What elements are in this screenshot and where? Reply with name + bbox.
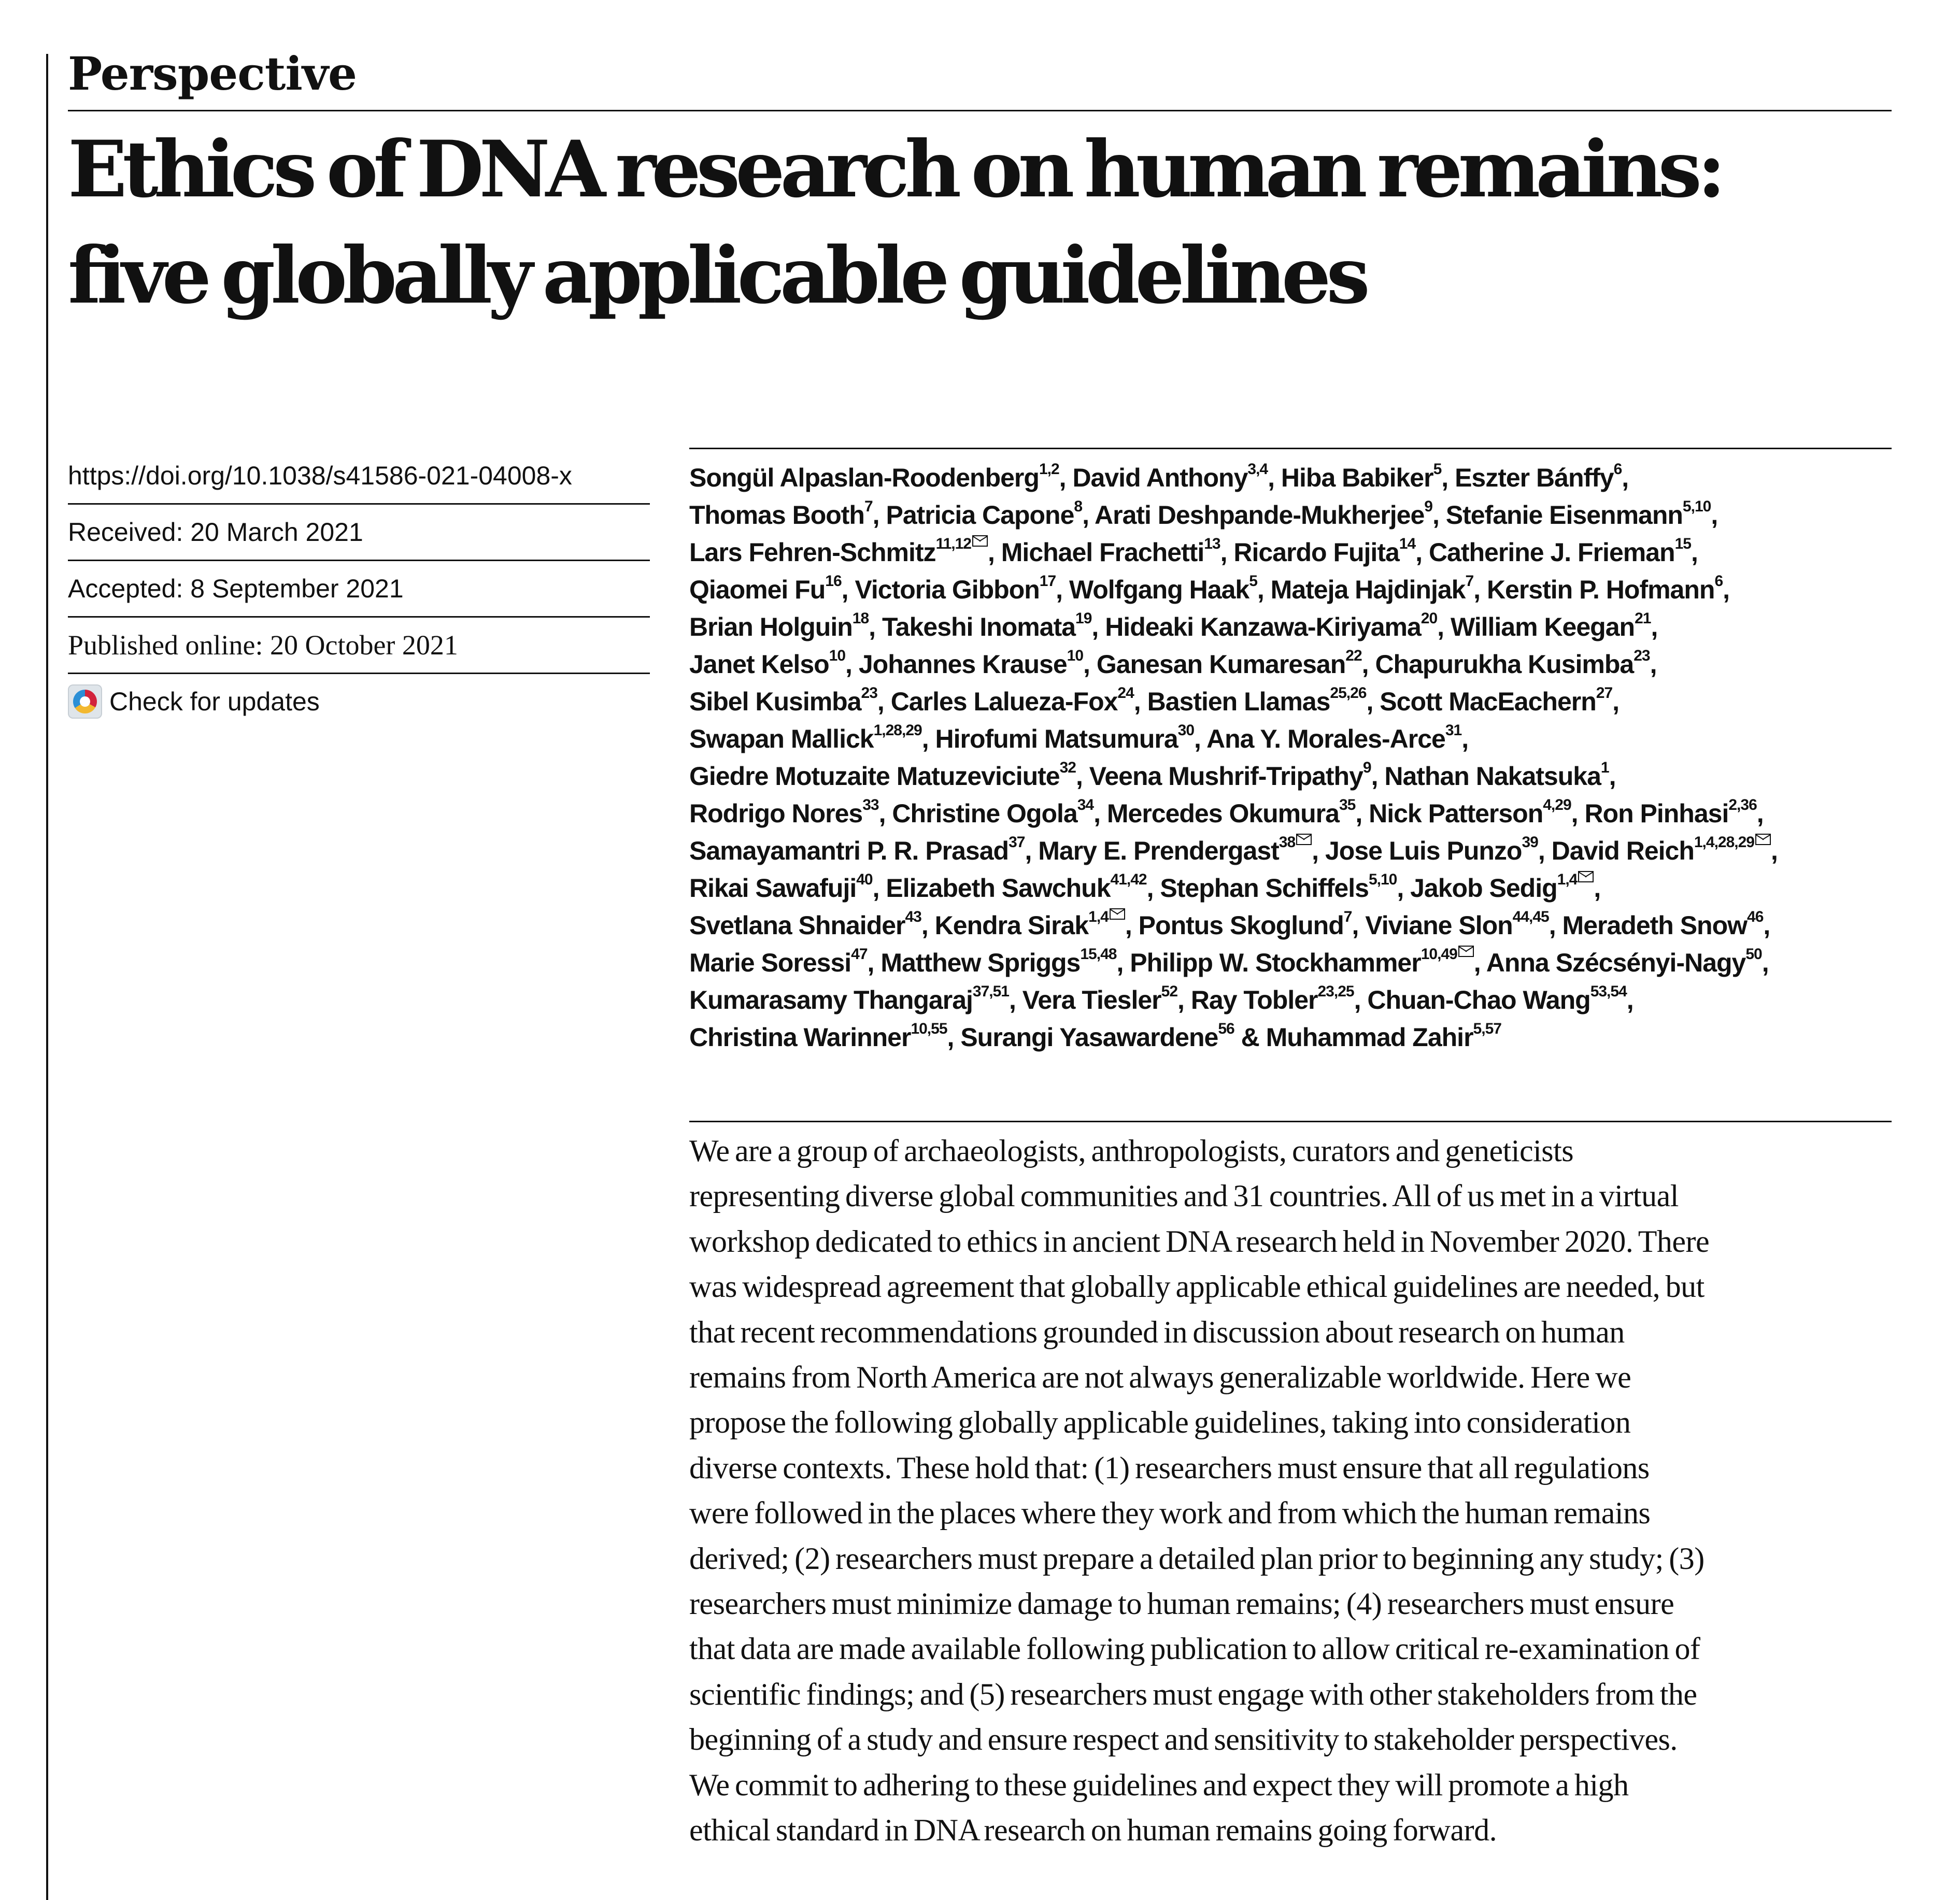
author-affiliation: 21 (1635, 610, 1651, 627)
author[interactable] (1367, 985, 1626, 1015)
abstract-line: We commit to adhering to these guidelines and expect they will promote a high (689, 1767, 1629, 1802)
author-name: Ricardo Fujita (1233, 538, 1399, 567)
author[interactable] (1369, 796, 1571, 828)
accepted-date: Accepted: 8 September 2021 (68, 561, 650, 618)
author-affiliation: 23 (861, 684, 877, 702)
author[interactable] (1428, 535, 1691, 567)
author-name: Kerstin P. Hofmann (1486, 575, 1715, 604)
author-name: Stefanie Eisenmann (1445, 501, 1683, 530)
author[interactable] (689, 535, 988, 567)
article-metadata (68, 448, 650, 729)
author-affiliation: 15,48 (1080, 946, 1117, 963)
author-affiliation: 32 (1059, 759, 1076, 776)
author-name: Meradeth Snow (1562, 911, 1748, 940)
author-name: Michael Frachetti (1001, 538, 1204, 567)
author-affiliation: 39 (1522, 834, 1538, 851)
author-line: Brian Holguin$^{18}$, Takeshi Inomata$^{19}$, Hideaki Kanzawa-Kiriyama$^{20}$, William Keegan$^{21}$, (689, 610, 1658, 641)
author-name: Songül Alpaslan-Roodenberg (689, 463, 1039, 492)
author-affiliation: 5 (1433, 461, 1442, 478)
email-icon[interactable] (1578, 871, 1594, 882)
author-affiliation: 6 (1613, 461, 1622, 478)
email-icon[interactable] (1296, 834, 1312, 845)
author[interactable] (689, 498, 873, 530)
author-affiliation: 10 (829, 647, 846, 664)
author-name: Chuan-Chao Wang (1367, 985, 1590, 1015)
author[interactable] (892, 796, 1094, 828)
author-name: Giedre Motuzaite Matuzeviciute (689, 762, 1060, 791)
author[interactable] (934, 908, 1125, 940)
author-affiliation: 23,25 (1317, 983, 1354, 1000)
author[interactable] (1022, 985, 1177, 1015)
author-affiliation: 46 (1747, 908, 1764, 925)
abstract-top-rule (689, 1121, 1892, 1122)
author[interactable] (935, 724, 1194, 753)
author-name: Ron Pinhasi (1584, 799, 1729, 828)
author[interactable] (1138, 908, 1352, 940)
author-affiliation: 8 (1074, 498, 1083, 515)
author[interactable] (689, 647, 846, 679)
author-line: Kumarasamy Thangaraj$^{37,51}$, Vera Tiesler$^{52}$, Ray Tobler$^{23,25}$, Chuan-Chao Wang$^{53,54}$, (689, 983, 1634, 1015)
author-affiliation: 10,55 (911, 1020, 947, 1037)
author-name: Hideaki Kanzawa-Kiriyama (1105, 612, 1421, 641)
abstract-line: researchers must minimize damage to human remains; (4) researchers must ensure (689, 1587, 1674, 1621)
author-affiliation: 37,51 (972, 983, 1009, 1000)
header-rule (68, 110, 1892, 111)
author[interactable] (689, 612, 869, 641)
author-name: Mercedes Okumura (1106, 799, 1339, 828)
author-affiliation: 16 (825, 573, 842, 590)
author-affiliation: 35 (1339, 796, 1356, 813)
author-name: Catherine J. Frieman (1428, 538, 1675, 567)
author[interactable] (1147, 684, 1367, 716)
author[interactable] (1451, 612, 1651, 641)
author[interactable] (1584, 796, 1757, 828)
author[interactable] (880, 948, 1116, 977)
abstract-line: remains from North America are not always generalizable worldwide. Here we (689, 1360, 1631, 1395)
author-name: Matthew Spriggs (880, 948, 1081, 977)
author[interactable] (1106, 796, 1356, 828)
author-affiliation: 50 (1745, 946, 1762, 963)
author[interactable] (1038, 836, 1312, 865)
author-name: David Anthony (1072, 463, 1248, 492)
author-name: Wolfgang Haak (1069, 575, 1249, 604)
author-affiliation: 40 (856, 871, 873, 888)
author-name: Nathan Nakatsuka (1384, 762, 1601, 791)
author-name: Arati Deshpande-Mukherjee (1095, 501, 1425, 530)
author-name: Samayamantri P. R. Prasad (689, 836, 1009, 865)
author-affiliation: 23 (1634, 647, 1650, 664)
author-name: Takeshi Inomata (882, 612, 1076, 641)
author-line: Sibel Kusimba$^{23}$, Carles Lalueza-Fox$^{24}$, Bastien Llamas$^{25,26}$, Scott MacEachern$^{27}$, (689, 684, 1620, 716)
author-affiliation: 1,4,28,29 (1694, 834, 1754, 851)
abstract-line: that data are made available following publication to allow critical re-examination of (689, 1632, 1700, 1666)
authors-top-rule (689, 448, 1892, 449)
author[interactable] (886, 498, 1083, 530)
author-affiliation: 1,4 (1088, 908, 1109, 925)
author-name: Muhammad Zahir (1266, 1023, 1473, 1052)
author-name: Marie Soressi (689, 948, 851, 977)
author-name: Christina Warinner (689, 1023, 911, 1052)
author-name: Jakob Sedig (1410, 874, 1557, 903)
author-name: Ray Tobler (1190, 985, 1318, 1015)
author-affiliation: 56 (1218, 1020, 1234, 1037)
author-affiliation: 3,4 (1247, 461, 1268, 478)
email-icon[interactable] (1755, 834, 1771, 845)
author[interactable] (689, 575, 842, 604)
author[interactable] (1455, 463, 1622, 492)
left-margin-rule (46, 54, 48, 1900)
author-affiliation: 52 (1161, 983, 1178, 1000)
author[interactable] (689, 1020, 947, 1052)
author-affiliation: 6 (1714, 573, 1723, 590)
author-name: Mateja Hajdinjak (1270, 575, 1466, 604)
author-name: Kumarasamy Thangaraj (689, 985, 973, 1015)
author-affiliation: 1 (1600, 759, 1609, 776)
author-affiliation: 25,26 (1330, 684, 1367, 702)
author-affiliation: 9 (1362, 759, 1371, 776)
author-affiliation: 2,36 (1728, 796, 1757, 813)
title-line: Ethics of DNA research on human remains: (68, 124, 1722, 215)
author-line: Janet Kelso$^{10}$, Johannes Krause$^{10}$, Ganesan Kumaresan$^{22}$, Chapurukha Kusimba$^{23}$, (689, 647, 1657, 679)
author-affiliation: 30 (1177, 722, 1195, 739)
author-name: Christine Ogola (892, 799, 1077, 828)
author[interactable] (1271, 575, 1473, 604)
author[interactable] (689, 908, 921, 940)
author-name: Chapurukha Kusimba (1375, 650, 1634, 679)
author-affiliation: 31 (1445, 722, 1462, 739)
author-name: Hiba Babiker (1281, 463, 1433, 492)
author-name: Hirofumi Matsumura (935, 724, 1178, 753)
author-line: Giedre Motuzaite Matuzeviciute$^{32}$, Veena Mushrif-Tripathy$^9$, Nathan Nakatsuka$^1$, (689, 759, 1616, 791)
author-affiliation: 7 (1465, 573, 1474, 590)
author-name: Scott MacEachern (1380, 687, 1596, 716)
author[interactable] (1095, 498, 1432, 530)
author[interactable] (1206, 724, 1461, 753)
author[interactable] (960, 1020, 1234, 1052)
author[interactable] (1001, 535, 1220, 567)
abstract-line: workshop dedicated to ethics in ancient DNA research held in November 2020. There (689, 1224, 1710, 1259)
section-label: Perspective (68, 47, 357, 101)
author-name: Jose Luis Punzo (1325, 836, 1522, 865)
author[interactable] (1191, 985, 1354, 1015)
author-name: Ganesan Kumaresan (1096, 650, 1346, 679)
author-name: Carles Lalueza-Fox (890, 687, 1118, 716)
author-affiliation: 11,12 (935, 535, 971, 552)
author[interactable] (1380, 684, 1613, 716)
author-affiliation: 1,28,29 (873, 722, 922, 739)
author[interactable] (1072, 463, 1268, 492)
author[interactable] (689, 463, 1059, 492)
author-affiliation: 43 (905, 908, 921, 925)
author-name: Stephan Schiffels (1160, 874, 1369, 903)
author-name: Elizabeth Sawchuk (886, 874, 1111, 903)
author-name: Rikai Sawafuji (689, 874, 857, 903)
abstract-line: scientific findings; and (5) researchers must engage with other stakeholders from the (689, 1677, 1697, 1711)
author-affiliation: 10,49 (1421, 946, 1457, 963)
author-affiliation: 4,29 (1543, 796, 1571, 813)
author[interactable] (689, 948, 868, 977)
author-affiliation: 22 (1345, 647, 1362, 664)
author-name: Anna Szécsényi-Nagy (1486, 948, 1746, 977)
article-title (68, 117, 1913, 329)
title-line: five globally applicable guidelines (68, 230, 1366, 321)
author-name: Qiaomei Fu (689, 575, 826, 604)
author-affiliation: 13 (1204, 535, 1220, 552)
author[interactable] (689, 836, 1025, 865)
author-name: Philipp W. Stockhammer (1130, 948, 1421, 977)
author[interactable] (1281, 463, 1441, 492)
author-name: Sibel Kusimba (689, 687, 861, 716)
author-line: Swapan Mallick$^{1,28,29}$, Hirofumi Matsumura$^{30}$, Ana Y. Morales-Arce$^{31}$, (689, 722, 1469, 753)
abstract-line: were followed in the places where they work and from which the human remains (689, 1496, 1651, 1531)
author-name: Rodrigo Nores (689, 799, 863, 828)
author-name: Kendra Sirak (934, 911, 1089, 940)
author-name: Bastien Llamas (1147, 687, 1330, 716)
author-affiliation: 7 (864, 498, 873, 515)
author-name: Johannes Krause (858, 650, 1067, 679)
author[interactable] (1233, 535, 1416, 567)
author-name: Pontus Skoglund (1138, 911, 1344, 940)
author[interactable] (1384, 759, 1609, 791)
author-name: William Keegan (1450, 612, 1635, 641)
author[interactable] (1325, 836, 1538, 865)
author-line: Svetlana Shnaider$^{43}$, Kendra Sirak$^{1,4}$ , Pontus Skoglund$^7$, Viviane Slon$^{44,45}$, Meradeth Snow$^{46}$, (689, 908, 1770, 940)
author[interactable] (855, 575, 1056, 604)
author-affiliation: 53,54 (1590, 983, 1627, 1000)
author-name: Vera Tiesler (1022, 985, 1161, 1015)
author-name: Janet Kelso (689, 650, 829, 679)
author-name: Mary E. Prendergast (1038, 836, 1279, 865)
doi-link[interactable]: https://doi.org/10.1038/s41586-021-04008-x (68, 448, 650, 505)
author-name: Nick Patterson (1369, 799, 1543, 828)
abstract (689, 1128, 1923, 1853)
author-affiliation: 37 (1009, 834, 1025, 851)
author-affiliation: 44,45 (1512, 908, 1549, 925)
author-affiliation: 24 (1117, 684, 1134, 702)
author-affiliation: 47 (851, 946, 868, 963)
abstract-line: that recent recommendations grounded in discussion about research on human (689, 1315, 1625, 1349)
abstract-line: derived; (2) researchers must prepare a detailed plan prior to beginning any study; (3) (689, 1541, 1705, 1576)
author[interactable] (689, 871, 873, 903)
author-list (689, 459, 1912, 1056)
author-line: Qiaomei Fu$^{16}$, Victoria Gibbon$^{17}$, Wolfgang Haak$^5$, Mateja Hajdinjak$^7$, Kerstin P. Hofmann$^6$, (689, 573, 1730, 604)
author-affiliation: 34 (1077, 796, 1094, 813)
author-name: Surangi Yasawardene (960, 1023, 1218, 1052)
author-affiliation: 14 (1399, 535, 1416, 552)
author-name: Swapan Mallick (689, 724, 874, 753)
author-name: Eszter Bánffy (1455, 463, 1614, 492)
author[interactable] (1487, 575, 1723, 604)
abstract-line: diverse contexts. These hold that: (1) researchers must ensure that all regulations (689, 1450, 1650, 1485)
author-affiliation: 10 (1067, 647, 1084, 664)
author-affiliation: 41,42 (1110, 871, 1147, 888)
author-affiliation: 38 (1279, 834, 1296, 851)
abstract-line: We are a group of archaeologists, anthropologists, curators and geneticists (689, 1134, 1574, 1168)
author-affiliation: 5,10 (1682, 498, 1711, 515)
author-name: Veena Mushrif-Tripathy (1089, 762, 1363, 791)
author[interactable] (1266, 1020, 1501, 1052)
abstract-line: beginning of a study and ensure respect and sensitivity to stakeholder perspectives. (689, 1722, 1678, 1757)
author-affiliation: 5,10 (1368, 871, 1397, 888)
author[interactable] (1089, 759, 1371, 791)
author-name: Brian Holguin (689, 612, 853, 641)
author[interactable] (1562, 908, 1764, 940)
author[interactable] (886, 871, 1147, 903)
check-for-updates-button[interactable] (68, 674, 650, 729)
author[interactable] (882, 612, 1091, 641)
author[interactable] (1375, 647, 1650, 679)
author-affiliation: 18 (852, 610, 869, 627)
email-icon[interactable] (972, 535, 988, 547)
author-name: Ana Y. Morales-Arce (1206, 724, 1445, 753)
received-date: Received: 20 March 2021 (68, 505, 650, 561)
author-name: Thomas Booth (689, 501, 864, 530)
author[interactable] (1410, 871, 1594, 903)
author[interactable] (689, 759, 1076, 791)
author-line: Lars Fehren-Schmitz$^{11,12}$ , Michael Frachetti$^{13}$, Ricardo Fujita$^{14}$, Catherine J. Frieman$^{15}$, (689, 535, 1698, 567)
author-name: Svetlana Shnaider (689, 911, 905, 940)
author-affiliation: 33 (862, 796, 879, 813)
author-line: Marie Soressi$^{47}$, Matthew Spriggs$^{15,48}$, Philipp W. Stockhammer$^{10,49}$ , Anna Szécsényi-Nagy$^{50}$, (689, 946, 1769, 977)
crossmark-icon (68, 684, 102, 719)
author-line: Samayamantri P. R. Prasad$^{37}$, Mary E. Prendergast$^{38}$ , Jose Luis Punzo$^{39}$, David Reich$^{1,4,28,29}$ , (689, 834, 1778, 865)
author[interactable] (858, 647, 1084, 679)
author-line: Rikai Sawafuji$^{40}$, Elizabeth Sawchuk$^{41,42}$, Stephan Schiffels$^{5,10}$, Jakob Sedig$^{1,4}$ , (689, 871, 1601, 903)
author-affiliation: 7 (1343, 908, 1352, 925)
author[interactable] (689, 985, 1009, 1015)
author[interactable] (689, 724, 922, 753)
author-affiliation: 1,4 (1557, 871, 1578, 888)
abstract-line: ethical standard in DNA research on human remains going forward. (689, 1813, 1497, 1848)
abstract-line: was widespread agreement that globally applicable ethical guidelines are needed, but (689, 1269, 1705, 1304)
author-affiliation: 17 (1039, 573, 1056, 590)
author[interactable] (1069, 575, 1257, 604)
author-line: Thomas Booth$^7$, Patricia Capone$^8$, Arati Deshpande-Mukherjee$^9$, Stefanie Eisenmann$^{5,10}$, (689, 498, 1718, 530)
author[interactable] (1365, 908, 1549, 940)
author-name: Viviane Slon (1365, 911, 1513, 940)
author[interactable] (1160, 871, 1397, 903)
author-affiliation: 9 (1424, 498, 1432, 515)
author[interactable] (1486, 948, 1762, 977)
abstract-line: representing diverse global communities and 31 countries. All of us met in a virtual (689, 1179, 1679, 1213)
email-icon[interactable] (1110, 908, 1125, 920)
author[interactable] (689, 796, 879, 828)
author[interactable] (689, 684, 877, 716)
author-name: Victoria Gibbon (855, 575, 1040, 604)
author-affiliation: 5 (1249, 573, 1257, 590)
author-affiliation: 1,2 (1039, 461, 1059, 478)
email-icon[interactable] (1458, 946, 1474, 957)
author-line: Rodrigo Nores$^{33}$, Christine Ogola$^{34}$, Mercedes Okumura$^{35}$, Nick Patterson$^{4,29}$, Ron Pinhasi$^{2,36}$, (689, 796, 1764, 828)
author-affiliation: 27 (1596, 684, 1613, 702)
author[interactable] (1096, 647, 1362, 679)
published-date: Published online: 20 October 2021 (68, 618, 650, 674)
abstract-line: propose the following globally applicable guidelines, taking into consideration (689, 1405, 1631, 1440)
author-line: Songül Alpaslan-Roodenberg$^{1,2}$, David Anthony$^{3,4}$, Hiba Babiker$^5$, Eszter Bánffy$^6$, (689, 461, 1629, 492)
author-name: Lars Fehren-Schmitz (689, 538, 936, 567)
author-affiliation: 20 (1421, 610, 1438, 627)
author-name: Patricia Capone (886, 501, 1074, 530)
author-line: Christina Warinner$^{10,55}$, Surangi Yasawardene$^{56}$ & Muhammad Zahir$^{5,57}$ (689, 1020, 1501, 1052)
author-affiliation: 15 (1674, 535, 1691, 552)
author[interactable] (1130, 948, 1474, 977)
author[interactable] (890, 684, 1134, 716)
check-for-updates-label: Check for updates (109, 687, 320, 716)
author[interactable] (1552, 836, 1771, 865)
author-affiliation: 5,57 (1473, 1020, 1501, 1037)
author-name: David Reich (1551, 836, 1694, 865)
author[interactable] (1105, 612, 1437, 641)
author-affiliation: 19 (1075, 610, 1092, 627)
author[interactable] (1445, 498, 1711, 530)
